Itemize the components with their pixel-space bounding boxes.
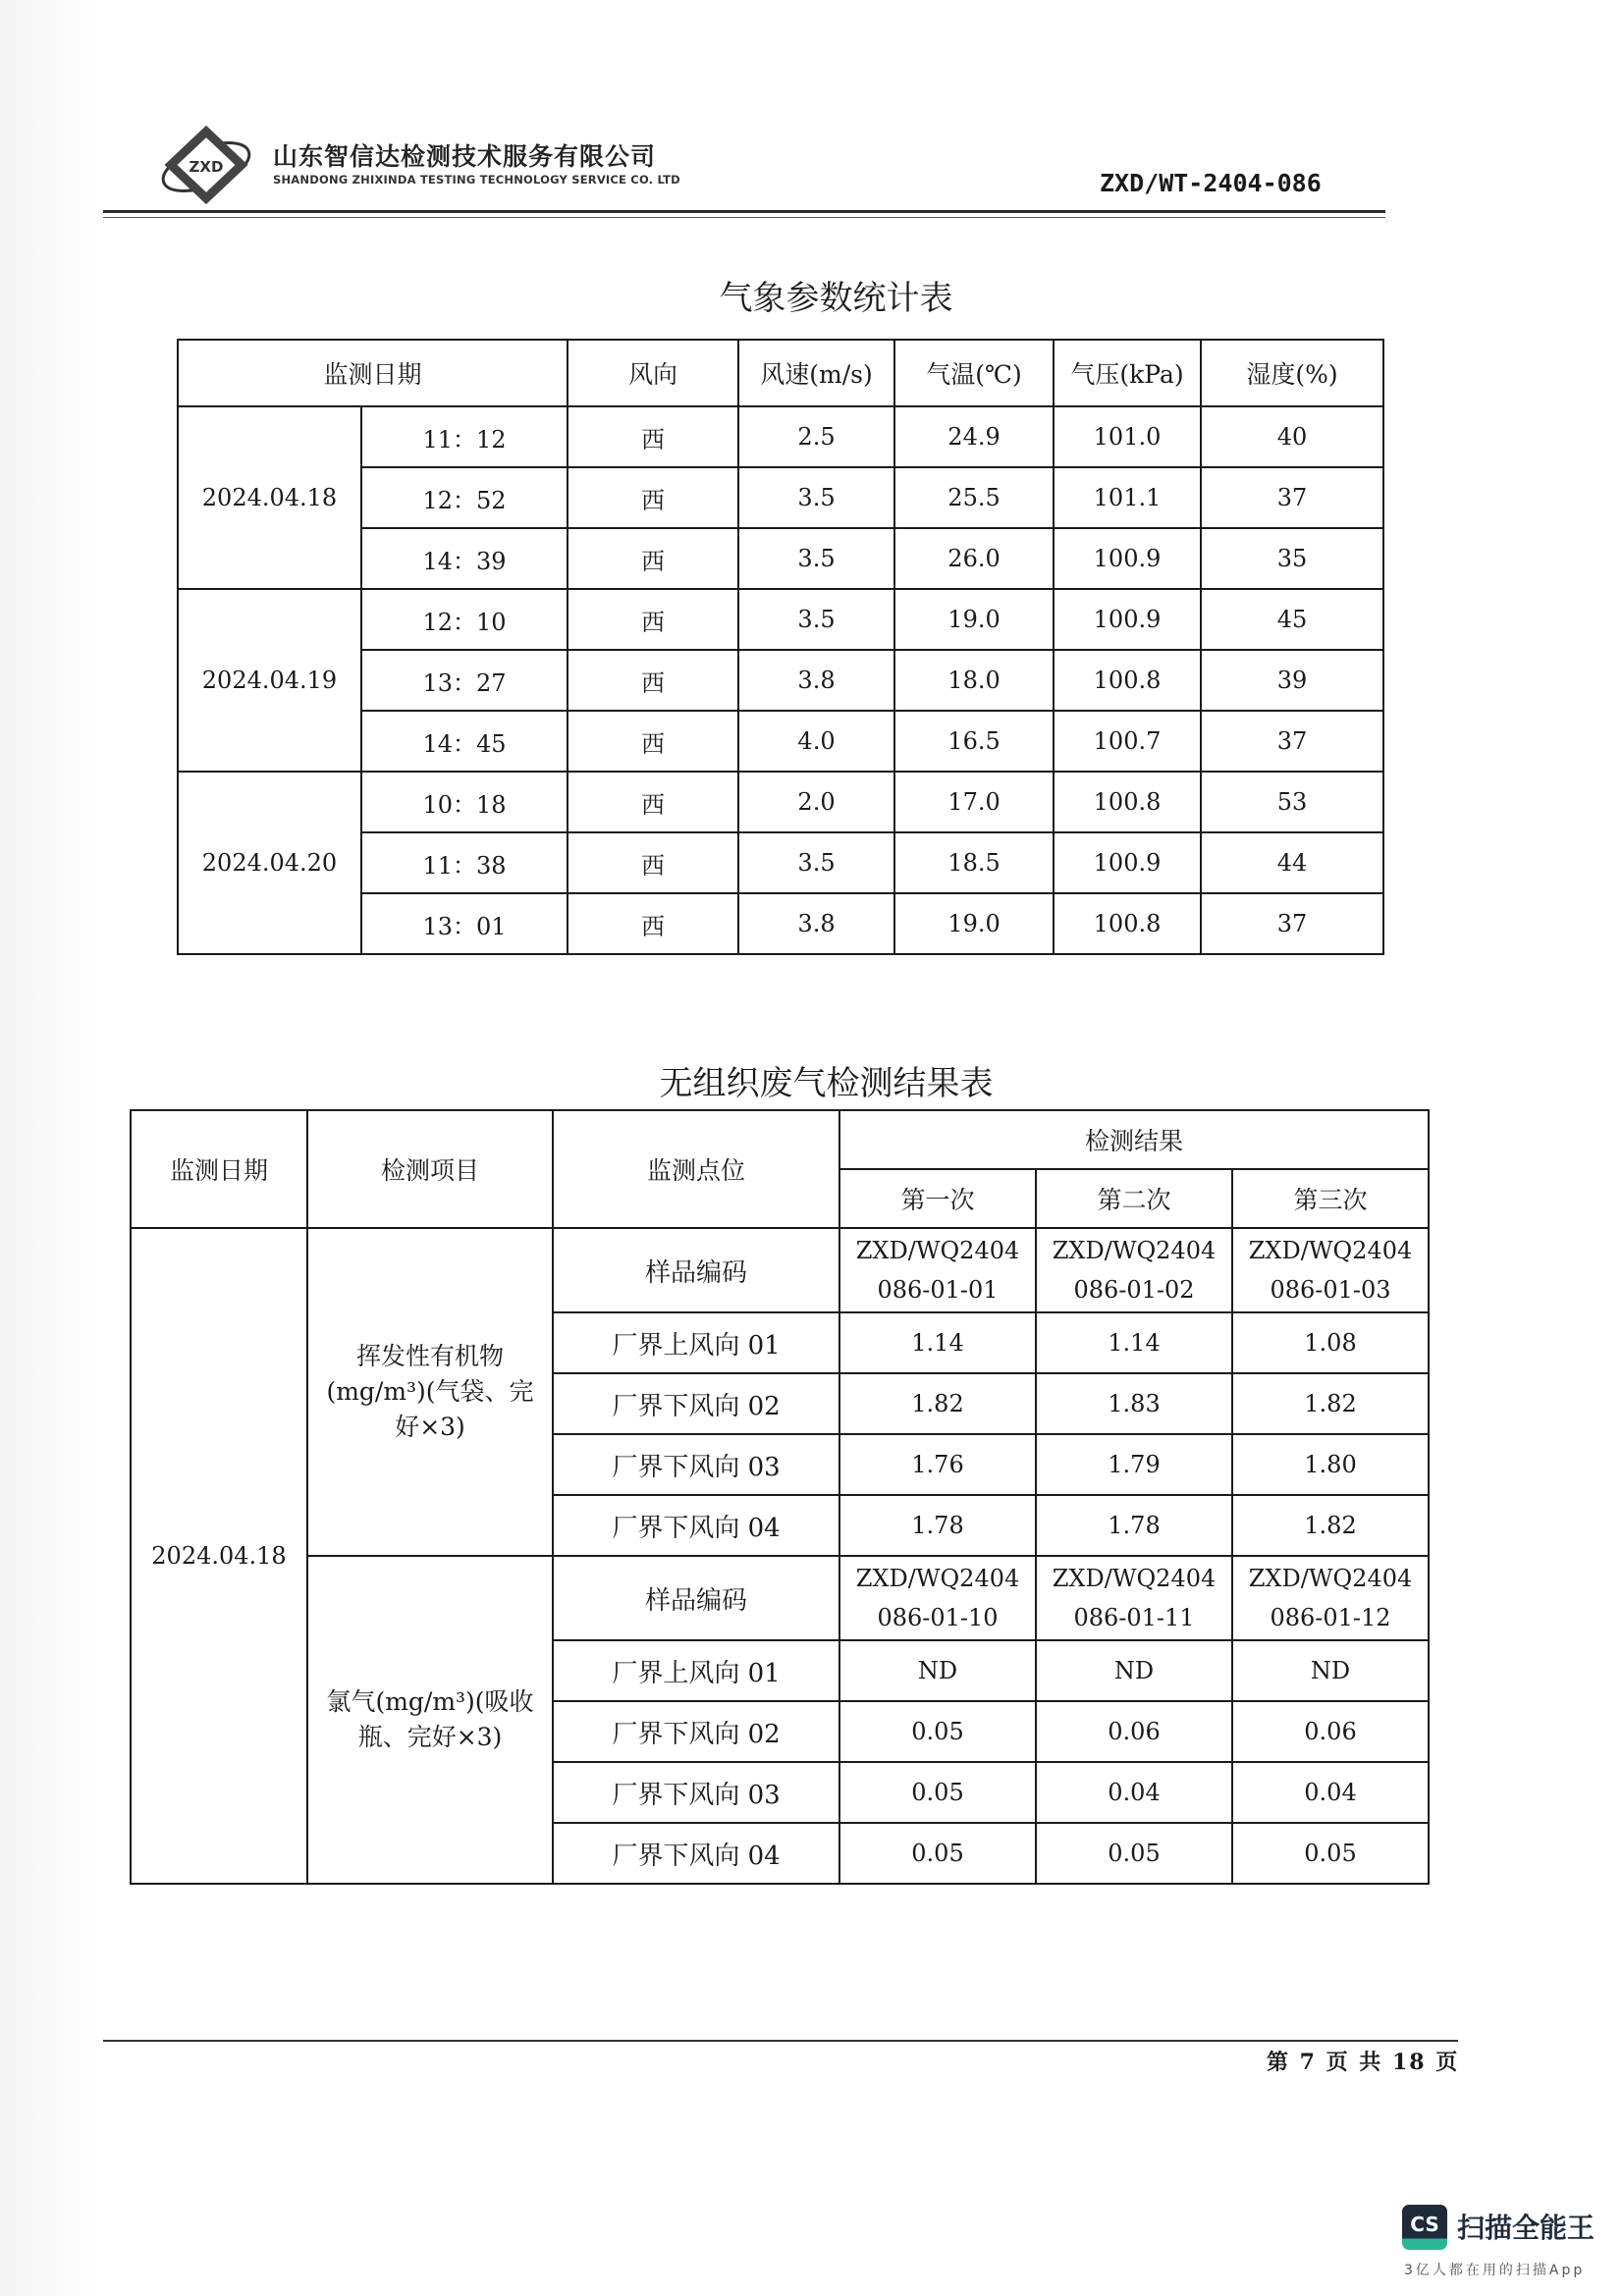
- gas-header-row-1: [131, 1110, 1429, 1169]
- meteo-temperature: 17.0: [894, 772, 1054, 832]
- result-value: 0.05: [839, 1701, 1036, 1762]
- meteo-wind-speed: 3.8: [738, 893, 894, 954]
- meteo-row: [178, 589, 1383, 650]
- result-value: 1.83: [1036, 1373, 1232, 1434]
- result-value: 0.04: [1232, 1762, 1429, 1823]
- meteo-pressure: 100.9: [1054, 832, 1201, 893]
- meteo-header-row: [178, 340, 1383, 406]
- camscanner-name: 扫描全能王: [1457, 2212, 1596, 2244]
- report-number: ZXD/WT-2404-086: [1100, 169, 1322, 197]
- result-value: 0.05: [1036, 1823, 1232, 1884]
- header-run-2: 第二次: [1036, 1169, 1232, 1228]
- result-value: 1.14: [1036, 1312, 1232, 1373]
- meteo-humidity: 44: [1201, 832, 1383, 893]
- result-value: 0.04: [1036, 1762, 1232, 1823]
- sample-code: ZXD/WQ2404 086-01-03: [1232, 1228, 1429, 1312]
- meteo-wind-direction: 西: [568, 711, 738, 772]
- meteo-pressure: 100.8: [1054, 650, 1201, 711]
- result-value: 0.05: [1232, 1823, 1429, 1884]
- meteo-wind-speed: 3.5: [738, 589, 894, 650]
- header-date: 监测日期: [178, 340, 568, 406]
- meteo-wind-speed: 2.0: [738, 772, 894, 832]
- meteo-wind-direction: 西: [568, 650, 738, 711]
- result-value: ND: [1232, 1640, 1429, 1701]
- footer-divider: [103, 2040, 1458, 2042]
- meteo-wind-direction: 西: [568, 772, 738, 832]
- result-value: 0.05: [839, 1823, 1036, 1884]
- meteo-humidity: 37: [1201, 467, 1383, 528]
- meteo-temperature: 18.0: [894, 650, 1054, 711]
- meteo-pressure: 100.8: [1054, 772, 1201, 832]
- meteo-wind-direction: 西: [568, 893, 738, 954]
- page-number: 第 7 页 共 18 页: [1267, 2050, 1460, 2075]
- header-humidity: 湿度(%): [1201, 340, 1383, 406]
- meteo-humidity: 39: [1201, 650, 1383, 711]
- gas-test-item: 氯气(mg/m³)(吸收瓶、完好×3): [307, 1556, 553, 1884]
- company-name-en: SHANDONG ZHIXINDA TESTING TECHNOLOGY SERVICE CO. LTD: [273, 173, 680, 187]
- sample-code: ZXD/WQ2404 086-01-01: [839, 1228, 1036, 1312]
- meteo-row: [178, 772, 1383, 832]
- company-logo-icon: [157, 126, 255, 204]
- meteo-time: 11：38: [361, 832, 568, 893]
- meteo-table: [177, 339, 1384, 955]
- camscanner-logo-icon: CS: [1402, 2205, 1447, 2250]
- header-wind-direction: 风向: [568, 340, 738, 406]
- meteo-time: 10：18: [361, 772, 568, 832]
- meteo-time: 12：10: [361, 589, 568, 650]
- header-wind-speed: 风速(m/s): [738, 340, 894, 406]
- company-name-cn: 山东智信达检测技术服务有限公司: [273, 142, 657, 171]
- logo-text: ZXD: [189, 158, 224, 176]
- meteo-humidity: 40: [1201, 406, 1383, 467]
- header-temperature: 气温(℃): [894, 340, 1054, 406]
- header-monitor-date: 监测日期: [131, 1110, 307, 1228]
- result-value: 1.82: [839, 1373, 1036, 1434]
- result-value: 1.80: [1232, 1434, 1429, 1495]
- header-run-3: 第三次: [1232, 1169, 1429, 1228]
- meteo-date: 2024.04.18: [178, 406, 361, 589]
- meteo-wind-direction: 西: [568, 528, 738, 589]
- gas-table-title: 无组织废气检测结果表: [659, 1064, 994, 1103]
- meteo-pressure: 101.0: [1054, 406, 1201, 467]
- result-value: 1.78: [839, 1495, 1036, 1556]
- meteo-temperature: 26.0: [894, 528, 1054, 589]
- result-value: 1.08: [1232, 1312, 1429, 1373]
- sample-code: ZXD/WQ2404 086-01-02: [1036, 1228, 1232, 1312]
- header-results: 检测结果: [839, 1110, 1429, 1169]
- sample-code-label: 样品编码: [553, 1228, 839, 1312]
- sample-code: ZXD/WQ2404 086-01-12: [1232, 1556, 1429, 1640]
- meteo-temperature: 18.5: [894, 832, 1054, 893]
- header-run-1: 第一次: [839, 1169, 1036, 1228]
- meteo-temperature: 16.5: [894, 711, 1054, 772]
- meteo-time: 11：12: [361, 406, 568, 467]
- meteo-time: 12：52: [361, 467, 568, 528]
- meteo-humidity: 53: [1201, 772, 1383, 832]
- meteo-pressure: 100.8: [1054, 893, 1201, 954]
- result-value: 0.05: [839, 1762, 1036, 1823]
- gas-test-item: 挥发性有机物(mg/m³)(气袋、完好×3): [307, 1228, 553, 1556]
- meteo-temperature: 25.5: [894, 467, 1054, 528]
- monitor-point: 厂界下风向 03: [553, 1762, 839, 1823]
- meteo-date: 2024.04.19: [178, 589, 361, 772]
- monitor-point: 厂界上风向 01: [553, 1640, 839, 1701]
- meteo-temperature: 24.9: [894, 406, 1054, 467]
- meteo-wind-direction: 西: [568, 467, 738, 528]
- camscanner-tagline: 3亿人都在用的扫描App: [1404, 2263, 1586, 2278]
- sample-code-label: 样品编码: [553, 1556, 839, 1640]
- monitor-point: 厂界下风向 02: [553, 1373, 839, 1434]
- meteo-wind-speed: 3.5: [738, 832, 894, 893]
- meteo-time: 13：01: [361, 893, 568, 954]
- meteo-time: 14：39: [361, 528, 568, 589]
- monitor-point: 厂界上风向 01: [553, 1312, 839, 1373]
- meteo-wind-direction: 西: [568, 406, 738, 467]
- result-value: 0.06: [1036, 1701, 1232, 1762]
- gas-date: 2024.04.18: [131, 1228, 307, 1884]
- result-value: ND: [1036, 1640, 1232, 1701]
- meteo-wind-direction: 西: [568, 589, 738, 650]
- monitor-point: 厂界下风向 03: [553, 1434, 839, 1495]
- result-value: 1.79: [1036, 1434, 1232, 1495]
- sample-code: ZXD/WQ2404 086-01-11: [1036, 1556, 1232, 1640]
- header-monitor-point: 监测点位: [553, 1110, 839, 1228]
- scan-edge-shadow: [0, 0, 98, 2296]
- header-divider: [103, 210, 1385, 218]
- sample-code-row: [131, 1228, 1429, 1312]
- meteo-wind-speed: 2.5: [738, 406, 894, 467]
- meteo-humidity: 37: [1201, 893, 1383, 954]
- meteo-pressure: 100.9: [1054, 589, 1201, 650]
- meteo-humidity: 35: [1201, 528, 1383, 589]
- meteo-wind-speed: 3.5: [738, 467, 894, 528]
- meteo-row: [178, 406, 1383, 467]
- meteo-date: 2024.04.20: [178, 772, 361, 954]
- result-value: ND: [839, 1640, 1036, 1701]
- header-pressure: 气压(kPa): [1054, 340, 1201, 406]
- meteo-wind-speed: 3.8: [738, 650, 894, 711]
- header-test-item: 检测项目: [307, 1110, 553, 1228]
- gas-results-table: [130, 1109, 1430, 1885]
- meteo-pressure: 100.9: [1054, 528, 1201, 589]
- meteo-time: 14：45: [361, 711, 568, 772]
- result-value: 1.76: [839, 1434, 1036, 1495]
- result-value: 1.82: [1232, 1373, 1429, 1434]
- meteo-wind-direction: 西: [568, 832, 738, 893]
- meteo-wind-speed: 3.5: [738, 528, 894, 589]
- meteo-table-title: 气象参数统计表: [719, 279, 953, 318]
- monitor-point: 厂界下风向 02: [553, 1701, 839, 1762]
- monitor-point: 厂界下风向 04: [553, 1823, 839, 1884]
- meteo-time: 13：27: [361, 650, 568, 711]
- result-value: 1.82: [1232, 1495, 1429, 1556]
- meteo-humidity: 45: [1201, 589, 1383, 650]
- meteo-wind-speed: 4.0: [738, 711, 894, 772]
- meteo-pressure: 100.7: [1054, 711, 1201, 772]
- result-value: 1.78: [1036, 1495, 1232, 1556]
- sample-code-row: [131, 1556, 1429, 1640]
- result-value: 0.06: [1232, 1701, 1429, 1762]
- meteo-temperature: 19.0: [894, 893, 1054, 954]
- meteo-temperature: 19.0: [894, 589, 1054, 650]
- monitor-point: 厂界下风向 04: [553, 1495, 839, 1556]
- result-value: 1.14: [839, 1312, 1036, 1373]
- sample-code: ZXD/WQ2404 086-01-10: [839, 1556, 1036, 1640]
- meteo-pressure: 101.1: [1054, 467, 1201, 528]
- meteo-humidity: 37: [1201, 711, 1383, 772]
